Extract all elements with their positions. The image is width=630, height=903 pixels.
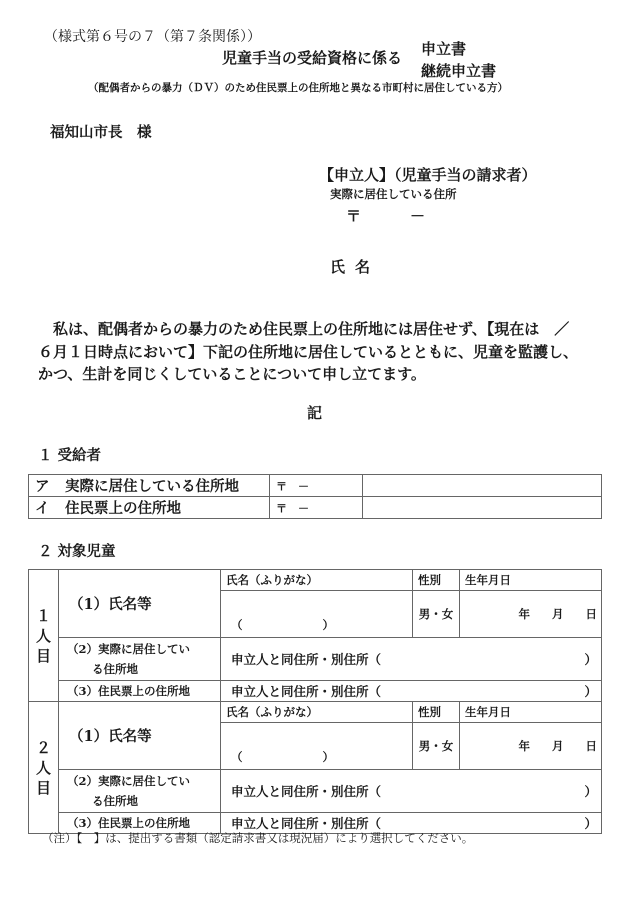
person-label-char: 目: [35, 778, 51, 797]
document-title: 児童手当の受給資格に係る: [222, 49, 403, 67]
name-item-label: （1）氏名等: [59, 702, 221, 770]
furigana-open: （: [231, 618, 243, 632]
sex-header: 性別: [413, 702, 460, 723]
person-label-char: 人: [35, 626, 51, 645]
dob-header: 生年月日: [460, 702, 602, 723]
recipient-actual-address-field[interactable]: [363, 475, 602, 497]
person-1-label: [29, 570, 59, 702]
sex-header: 性別: [413, 570, 460, 591]
row-marker: イ: [35, 500, 50, 517]
section-recipient-title: １ 受給者: [38, 447, 102, 464]
sex-select[interactable]: 男・女: [413, 591, 460, 638]
table-row: [29, 702, 602, 723]
sex-select[interactable]: 男・女: [413, 723, 460, 770]
table-row: [29, 475, 602, 497]
title-option-application: 申立書: [421, 40, 467, 58]
residence-field[interactable]: [221, 770, 602, 813]
table-row: [29, 497, 602, 519]
row-label: 住民票上の住所地: [65, 500, 181, 517]
recipient-actual-postal-field[interactable]: 〒 －: [270, 475, 363, 497]
table-row: [29, 681, 602, 702]
residence-label-line: る住所地: [92, 662, 138, 676]
residence-field[interactable]: [221, 638, 602, 681]
recipient-registered-address-field[interactable]: [363, 497, 602, 519]
dob-month: 月: [552, 739, 564, 753]
declaration-line: ６月１日時点において】下記の住所地に居住しているとともに、児童を監護し、: [38, 342, 579, 361]
name-item-label: （1）氏名等: [59, 570, 221, 638]
name-header: 氏名（ふりがな）: [221, 570, 413, 591]
ki-heading: 記: [307, 404, 323, 422]
dob-header: 生年月日: [460, 570, 602, 591]
section-children-title: ２ 対象児童: [38, 543, 116, 560]
addressee: 福知山市長 様: [50, 124, 152, 141]
residence-label-line: る住所地: [92, 794, 138, 808]
children-table: [28, 569, 602, 834]
dob-day: 日: [585, 607, 597, 621]
declaration-line: かつ、生計を同じくしていることについて申し立てます。: [38, 365, 426, 383]
title-option-continuation: 継続申立書: [421, 62, 497, 80]
registered-address-field[interactable]: [221, 681, 602, 702]
form-number: （様式第６号の７（第７条関係））: [44, 29, 261, 45]
close-paren: ）: [584, 684, 597, 699]
applicant-address-label: 実際に居住している住所: [330, 187, 457, 201]
child-name-field[interactable]: [221, 723, 413, 770]
residence-options: 申立人と同住所・別住所（: [231, 784, 382, 799]
dob-field[interactable]: [460, 723, 602, 770]
postal-code-dash: －: [410, 207, 426, 225]
recipient-registered-postal-field[interactable]: 〒 －: [270, 497, 363, 519]
dob-month: 月: [552, 607, 564, 621]
row-marker: ア: [35, 478, 50, 495]
recipient-registered-address-label: [29, 497, 270, 519]
person-number: ２: [35, 738, 51, 757]
person-2-label: [29, 702, 59, 834]
person-number: １: [35, 606, 51, 625]
residence-label: [59, 770, 221, 813]
applicant-label: 【申立人】（児童手当の請求者）: [319, 166, 537, 184]
close-paren: ）: [584, 652, 597, 667]
furigana-close: ）: [322, 618, 334, 632]
residence-label: [59, 638, 221, 681]
dob-year: 年: [518, 739, 530, 753]
registered-options: 申立人と同住所・別住所（: [231, 816, 382, 831]
applicant-name-label: 氏名: [330, 258, 381, 276]
table-row: [29, 570, 602, 591]
registered-address-label: （3）住民票上の住所地: [59, 681, 221, 702]
child-name-field[interactable]: [221, 591, 413, 638]
residence-label-line: （2）実際に居住してい: [67, 642, 191, 656]
person-label-char: 人: [35, 758, 51, 777]
name-header: 氏名（ふりがな）: [221, 702, 413, 723]
furigana-open: （: [231, 750, 243, 764]
row-label: 実際に居住している住所地: [65, 478, 239, 495]
recipient-address-table: [28, 474, 602, 519]
document-subtitle: （配偶者からの暴力（ＤＶ）のため住民票上の住所地と異なる市町村に居住している方）: [88, 82, 508, 94]
furigana-close: ）: [322, 750, 334, 764]
residence-label-line: （2）実際に居住してい: [67, 774, 191, 788]
close-paren: ）: [584, 784, 597, 799]
postal-mark-icon: 〒: [346, 207, 362, 225]
residence-options: 申立人と同住所・別住所（: [231, 652, 382, 667]
declaration-paragraph: [38, 318, 608, 386]
recipient-actual-address-label: [29, 475, 270, 497]
registered-options: 申立人と同住所・別住所（: [231, 684, 382, 699]
table-row: [29, 638, 602, 681]
table-row: [29, 770, 602, 813]
person-label-char: 目: [35, 646, 51, 665]
declaration-line: 私は、配偶者からの暴力のため住民票上の住所地には居住せず、【現在は ／: [38, 320, 570, 338]
close-paren: ）: [584, 816, 597, 831]
footnote: （注）【 】は、提出する書類（認定請求書又は現況届）により選択してください。: [42, 831, 474, 845]
dob-field[interactable]: [460, 591, 602, 638]
dob-year: 年: [518, 607, 530, 621]
dob-day: 日: [585, 739, 597, 753]
registered-address-label: （3）住民票上の住所地: [59, 813, 221, 834]
